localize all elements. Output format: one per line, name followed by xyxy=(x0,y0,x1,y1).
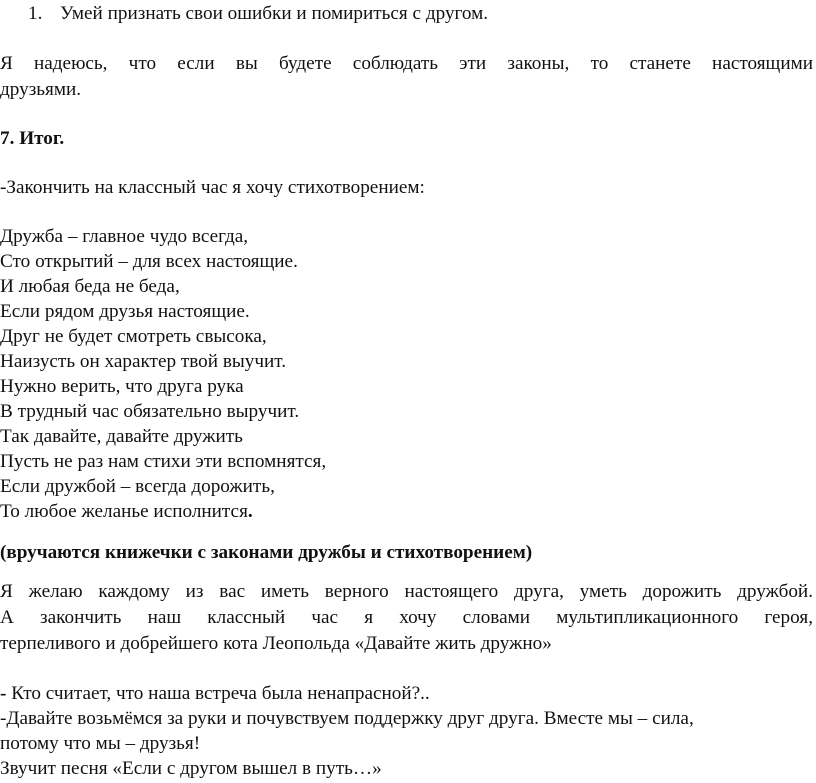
poem-last-line xyxy=(0,500,253,524)
closing-dash: - xyxy=(0,683,7,704)
poem-line: Если рядом друзья настоящие. xyxy=(0,301,250,322)
poem-last-line-period: . xyxy=(247,501,253,522)
poem-line: Сто открытий – для всех настоящие. xyxy=(0,251,298,272)
hope-paragraph-line-2: друзьями. xyxy=(0,79,82,100)
poem-line: Пусть не раз нам стихи эти вспомнятся, xyxy=(0,451,327,472)
poem-last-line-text: То любое желанье исполнится xyxy=(0,501,248,522)
poem-line: В трудный час обязательно выручит. xyxy=(0,401,300,422)
wish-paragraph-line-3: терпеливого и добрейшего кота Леопольда «Давайте жить дружно» xyxy=(0,633,552,654)
closing-line-3: потому что мы – друзья! xyxy=(0,733,201,754)
poem-line: Наизусть он характер твой выучит. xyxy=(0,351,287,372)
closing-question xyxy=(0,682,430,706)
poem-intro: -Закончить на классный час я хочу стихотворением: xyxy=(0,177,425,198)
list-item-text: Умей признать свои ошибки и помириться с другом. xyxy=(59,3,489,24)
bold-note: (вручаются книжечки с законами дружбы и стихотворением) xyxy=(0,542,533,563)
wish-paragraph-line-1: Я желаю каждому из вас иметь верного настоящего друга, уметь дорожить дружбой. xyxy=(0,581,813,602)
poem-line: Друг не будет смотреть свысока, xyxy=(0,326,267,347)
wish-paragraph-line-2: А закончить наш классный час я хочу словами мультипликационного героя, xyxy=(0,607,813,628)
poem-line: И любая беда не беда, xyxy=(0,276,180,297)
list-item-number: 1. xyxy=(28,3,43,24)
closing-question-text: Кто считает, что наша встреча была ненапрасной?.. xyxy=(6,683,430,704)
poem-line: Если дружбой – всегда дорожить, xyxy=(0,476,275,497)
closing-line-4: Звучит песня «Если с другом вышел в путь…» xyxy=(0,758,382,779)
poem-line: Нужно верить, что друга рука xyxy=(0,376,244,397)
poem-line: Дружба – главное чудо всегда, xyxy=(0,226,249,247)
closing-line-2: -Давайте возьмёмся за руки и почувствуем поддержку друг друга. Вместе мы – сила, xyxy=(0,708,694,729)
section-heading: 7. Итог. xyxy=(0,128,65,149)
hope-paragraph-line-1: Я надеюсь, что если вы будете соблюдать эти законы, то станете настоящими xyxy=(0,53,813,74)
list-item-1 xyxy=(28,2,488,26)
poem-line: Так давайте, давайте дружить xyxy=(0,426,243,447)
